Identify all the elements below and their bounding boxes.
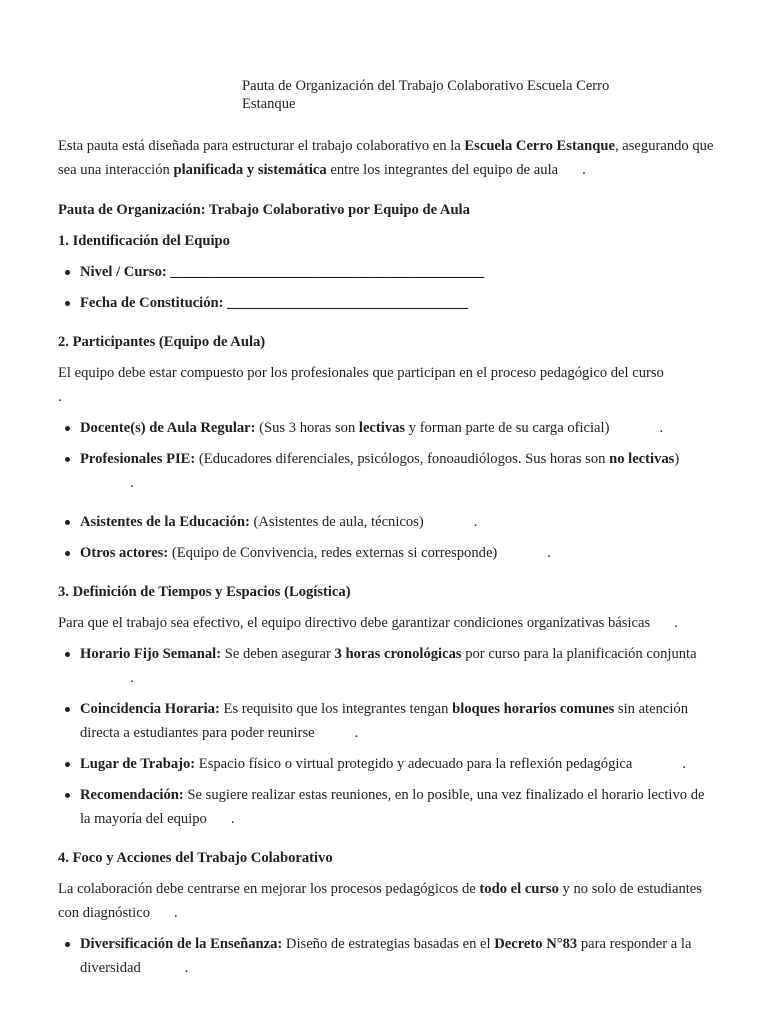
section-2-intro-end: . [58, 389, 62, 405]
section-4-heading: 4. Foco y Acciones del Trabajo Colaborativo [58, 850, 333, 866]
item-label: Coincidencia Horaria: [80, 701, 220, 717]
fill-line: _________________________________ [227, 295, 468, 311]
item-text: sin atención directa a estudiantes para poder reunirse [80, 701, 689, 741]
document-body [58, 134, 718, 980]
item-label: Docente(s) de Aula Regular: [80, 420, 256, 436]
section-1-heading: 1. Identificación del Equipo [58, 233, 230, 249]
section-1-list [58, 260, 718, 315]
list-item [80, 541, 718, 565]
item-end: . [473, 514, 478, 530]
item-end: . [547, 545, 551, 561]
item-text: Espacio físico o virtual protegido y adecuado para la reflexión pedagógica [195, 756, 633, 772]
item-text: ) [674, 451, 680, 467]
item-label: Diversificación de la Enseñanza: [80, 936, 283, 952]
intro-end: . [582, 162, 586, 178]
intro-bold-1: Escuela Cerro Estanque [464, 138, 615, 154]
item-label: Lugar de Trabajo: [80, 756, 196, 772]
section-4-intro-bold: todo el curso [479, 881, 559, 897]
section-4-intro-end: . [174, 905, 178, 921]
item-label: Nivel / Curso: [80, 264, 167, 280]
item-text: Se sugiere realizar estas reuniones, en lo posible, una vez finalizado el horario lectivo de la mayoría del equipo [80, 787, 705, 827]
item-bold: 3 horas cronológicas [334, 646, 462, 662]
list-item [80, 642, 718, 690]
section-3-heading: 3. Definición de Tiempos y Espacios (Logística) [58, 584, 351, 600]
section-4-intro-text-2: y no solo de estudiantes con diagnóstico [58, 881, 702, 921]
intro-paragraph [58, 134, 718, 182]
section-2-intro [58, 361, 718, 409]
section-3-list [58, 642, 718, 831]
item-label: Recomendación: [80, 787, 184, 803]
section-4-intro [58, 877, 718, 925]
document-title [242, 77, 662, 113]
section-3-intro-text: Para que el trabajo sea efectivo, el equipo directivo debe garantizar condiciones organizativas básicas [58, 615, 651, 631]
item-text: y forman parte de su carga oficial) [405, 420, 610, 436]
item-end: . [230, 811, 235, 827]
item-end: . [184, 960, 189, 976]
item-text: (Equipo de Convivencia, redes externas si corresponde) [168, 545, 498, 561]
item-label: Profesionales PIE: [80, 451, 196, 467]
intro-text-3: entre los integrantes del equipo de aula [326, 162, 559, 178]
section-2-heading: 2. Participantes (Equipo de Aula) [58, 334, 266, 350]
item-end: . [130, 475, 134, 491]
item-bold: lectivas [358, 420, 406, 436]
item-label: Otros actores: [80, 545, 169, 561]
list-item [80, 697, 718, 745]
intro-bold-2: planificada y sistemática [173, 162, 327, 178]
intro-text-1: Esta pauta está diseñada para estructurar el trabajo colaborativo en la [58, 138, 465, 154]
item-text: Se deben asegurar [221, 646, 335, 662]
item-text: (Educadores diferenciales, psicólogos, fonoaudiólogos. Sus horas son [195, 451, 610, 467]
item-end: . [682, 756, 687, 772]
intro-text-2: , asegurando que sea una interacción [58, 138, 714, 178]
document-title-line-1: Pauta de Organización del Trabajo Colaborativo Escuela Cerro [242, 78, 610, 94]
list-item [80, 260, 718, 284]
section-3-intro [58, 611, 718, 635]
item-text: (Asistentes de aula, técnicos) [249, 514, 424, 530]
item-text: (Sus 3 horas son [255, 420, 359, 436]
section-2-intro-text: El equipo debe estar compuesto por los profesionales que participan en el proceso pedagógico del curso [58, 365, 664, 381]
list-item [80, 932, 718, 980]
section-4-list [58, 932, 718, 980]
item-text: por curso para la planificación conjunta [461, 646, 697, 662]
item-label: Asistentes de la Educación: [80, 514, 250, 530]
list-item [80, 447, 718, 495]
item-bold: Decreto N°83 [494, 936, 578, 952]
item-end: . [659, 420, 664, 436]
section-2-list [58, 416, 718, 565]
main-heading: Pauta de Organización: Trabajo Colaborativo por Equipo de Aula [58, 202, 470, 218]
fill-line: ___________________________________________ [170, 264, 485, 280]
list-item [80, 783, 718, 831]
list-item [80, 416, 718, 440]
item-label: Fecha de Constitución: [80, 295, 224, 311]
item-label: Horario Fijo Semanal: [80, 646, 222, 662]
item-text: Diseño de estrategias basadas en el [282, 936, 495, 952]
item-text: para responder a la diversidad [80, 936, 692, 976]
section-3-intro-end: . [674, 615, 678, 631]
item-text: Es requisito que los integrantes tengan [219, 701, 453, 717]
list-item [80, 752, 718, 776]
item-bold: no lectivas [609, 451, 675, 467]
item-end: . [130, 670, 134, 686]
item-end: . [354, 725, 359, 741]
document-title-line-2: Estanque [242, 96, 296, 112]
item-bold: bloques horarios comunes [452, 701, 615, 717]
list-item [80, 291, 718, 315]
list-item [80, 510, 718, 534]
section-4-intro-text-1: La colaboración debe centrarse en mejorar los procesos pedagógicos de [58, 881, 480, 897]
